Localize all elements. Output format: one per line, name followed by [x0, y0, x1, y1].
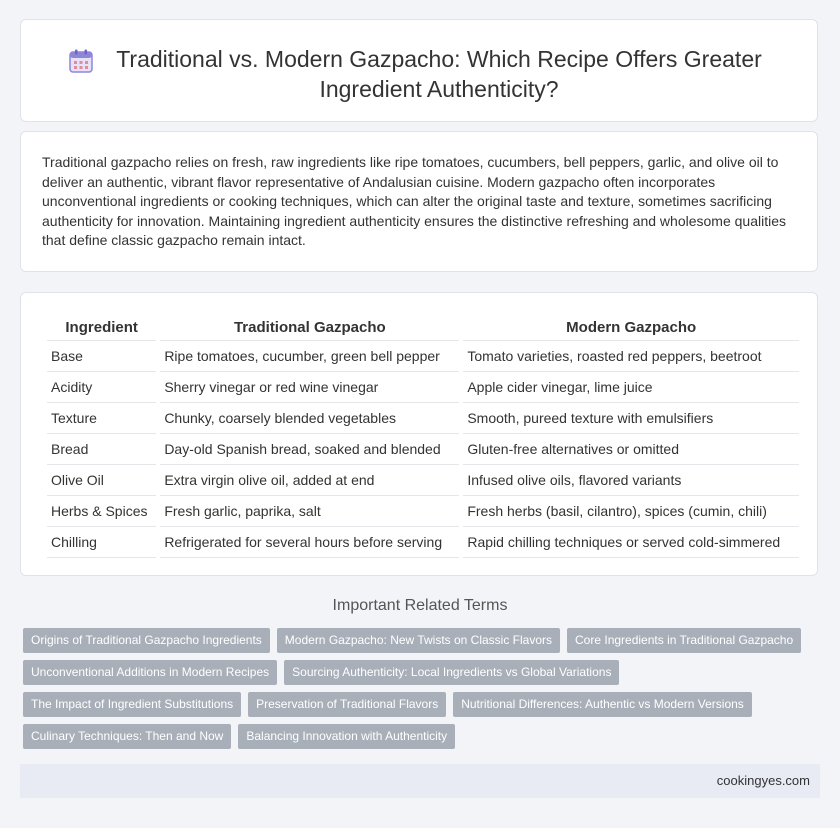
related-term-tag[interactable]: Culinary Techniques: Then and Now	[23, 724, 231, 749]
table-cell: Tomato varieties, roasted red peppers, beetroot	[463, 341, 799, 372]
table-cell: Smooth, pureed texture with emulsifiers	[463, 403, 799, 434]
table-row	[47, 527, 799, 558]
table-row	[47, 434, 799, 465]
table-cell: Fresh herbs (basil, cilantro), spices (cumin, chili)	[463, 496, 799, 527]
page-title: Traditional vs. Modern Gazpacho: Which Recipe Offers Greater Ingredient Authenticity?	[116, 46, 762, 102]
related-term-tag[interactable]: Core Ingredients in Traditional Gazpacho	[567, 628, 801, 653]
table-cell: Apple cider vinegar, lime juice	[463, 372, 799, 403]
table-cell: Fresh garlic, paprika, salt	[160, 496, 459, 527]
table-cell: Infused olive oils, flavored variants	[463, 465, 799, 496]
intro-paragraph: Traditional gazpacho relies on fresh, raw ingredients like ripe tomatoes, cucumbers, bell peppers, garlic, and olive oil to deliver an authentic, vibrant flavor representative of Andalusian cuisine. Modern gazpacho often incorporates unconventional ingredients or cooking techniques, which can alter the original taste and texture, sometimes sacrificing authenticity for innovation. Maintaining ingredient authenticity ensures the distinctive refreshing and wholesome qualities that define classic gazpacho remain intact.	[42, 154, 786, 248]
table-cell: Base	[47, 341, 156, 372]
table-cell: Sherry vinegar or red wine vinegar	[160, 372, 459, 403]
related-term-tag[interactable]: Balancing Innovation with Authenticity	[238, 724, 455, 749]
table-cell: Acidity	[47, 372, 156, 403]
related-term-tag[interactable]: Nutritional Differences: Authentic vs Modern Versions	[453, 692, 752, 717]
table-cell: Extra virgin olive oil, added at end	[160, 465, 459, 496]
table-cell: Gluten-free alternatives or omitted	[463, 434, 799, 465]
related-terms-heading: Important Related Terms	[332, 597, 508, 614]
table-cell: Olive Oil	[47, 465, 156, 496]
related-term-tag[interactable]: Origins of Traditional Gazpacho Ingredients	[23, 628, 270, 653]
comparison-card	[20, 292, 818, 576]
table-row	[47, 341, 799, 372]
footer-site-link[interactable]: cookingyes.com	[716, 773, 810, 788]
footer	[20, 764, 820, 798]
table-cell: Rapid chilling techniques or served cold-simmered	[463, 527, 799, 558]
related-term-tag[interactable]: Preservation of Traditional Flavors	[248, 692, 446, 717]
related-term-tag[interactable]: The Impact of Ingredient Substitutions	[23, 692, 241, 717]
table-cell: Bread	[47, 434, 156, 465]
intro-card	[20, 131, 818, 272]
table-row	[47, 496, 799, 527]
comparison-table	[43, 316, 803, 558]
table-row	[47, 403, 799, 434]
table-row	[47, 465, 799, 496]
table-cell: Refrigerated for several hours before serving	[160, 527, 459, 558]
title-card	[20, 19, 818, 122]
table-cell: Chunky, coarsely blended vegetables	[160, 403, 459, 434]
column-header: Ingredient	[47, 316, 156, 341]
related-terms-list	[23, 628, 813, 756]
table-row	[47, 372, 799, 403]
column-header: Traditional Gazpacho	[160, 316, 459, 341]
column-header: Modern Gazpacho	[463, 316, 799, 341]
table-cell: Ripe tomatoes, cucumber, green bell pepper	[160, 341, 459, 372]
table-cell: Chilling	[47, 527, 156, 558]
related-term-tag[interactable]: Modern Gazpacho: New Twists on Classic Flavors	[277, 628, 560, 653]
table-cell: Texture	[47, 403, 156, 434]
table-cell: Day-old Spanish bread, soaked and blended	[160, 434, 459, 465]
related-term-tag[interactable]: Sourcing Authenticity: Local Ingredients vs Global Variations	[284, 660, 619, 685]
table-header-row	[47, 316, 799, 341]
table-cell: Herbs & Spices	[47, 496, 156, 527]
related-term-tag[interactable]: Unconventional Additions in Modern Recipes	[23, 660, 277, 685]
